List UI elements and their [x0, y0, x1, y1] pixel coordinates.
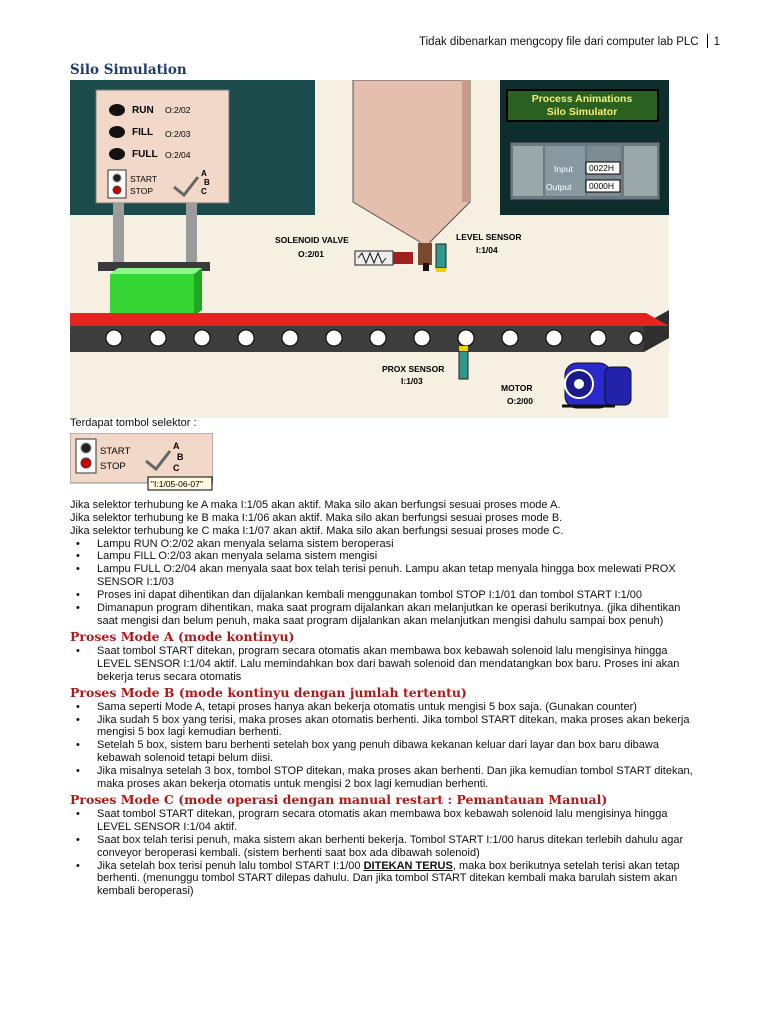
list-item: • Jika misalnya setelah 3 box, tombol STOP ditekan, maka proses akan berhenti. Dan jika kemudian tombol START ditekan, maka proses akan bekerja otomatis untuk mengisi 2 box lagi kemudian berhenti.: [70, 765, 700, 791]
mode-b-heading: Proses Mode B (mode kontinyu dengan jumlah tertentu): [70, 684, 467, 700]
level-sensor-label: LEVEL SENSOR: [456, 232, 522, 242]
selector-c-label: C: [173, 462, 180, 473]
start-label: START: [130, 174, 158, 184]
full-lamp: [109, 148, 125, 160]
title-banner: [507, 90, 658, 121]
panel-leg: [113, 203, 124, 265]
full-label: FULL: [132, 149, 158, 160]
start-button[interactable]: [113, 174, 121, 182]
plc-output-value: 0000H: [589, 181, 615, 191]
selector-intro: Terdapat tombol selektor :: [70, 417, 197, 429]
stop-label: STOP: [130, 186, 153, 196]
run-lamp: [109, 104, 125, 116]
selector-c: C: [201, 187, 207, 196]
conveyor: [70, 310, 669, 352]
plc-rack: [510, 142, 660, 200]
page-number: 1: [713, 36, 720, 48]
list-item: • Dimanapun program dihentikan, maka saat program dijalankan akan melanjutkan ke operasi berikutnya. (jika dihentikan saat mengisi dan belum penuh, maka saat program dijalankan akan melanjutkan mengisi dahulu sampai box penuh): [70, 602, 700, 628]
selector-a: A: [201, 169, 207, 178]
last-text-emphasis: DITEKAN TERUS: [363, 859, 453, 872]
selector-stop-label: STOP: [100, 460, 126, 472]
list-item: • Setelah 5 box, sistem baru berhenti setelah box yang penuh dibawa kekanan keluar dari layar dan box baru dibawa kebawah solenoid tetapi belum diisi.: [70, 739, 700, 765]
list-item: • Jika sudah 5 box yang terisi, maka proses akan otomatis berhenti. Jika tombol START ditekan, maka proses akan bekerja mengisi 5 box lagi kemudian berhenti.: [70, 714, 700, 740]
selector-start-button[interactable]: [81, 443, 91, 453]
last-text-post: , maka box berikutnya setelah terisi akan tetap berhenti. (menunggu tombol START dilepas dahulu. Dan jika tombol START ditekan kembali maka barulah sistem akan kembali beroperasi): [97, 859, 680, 898]
stop-button[interactable]: [113, 186, 121, 194]
selector-line: Jika selektor terhubung ke B maka I:1/06 akan aktif. Maka silo akan berfungsi sesuai proses mode B.: [70, 511, 563, 524]
silo-nozzle: [418, 243, 432, 265]
motor-label: MOTOR: [501, 383, 533, 393]
mode-b-list: [70, 701, 700, 791]
box: [110, 268, 202, 316]
mode-a-list: [70, 645, 700, 684]
run-label: RUN: [132, 105, 154, 116]
prox-sensor-label: PROX SENSOR: [382, 364, 445, 374]
selector-line: Jika selektor terhubung ke C maka I:1/07 akan aktif. Maka silo akan berfungsi sesuai proses mode C.: [70, 524, 564, 537]
plc-output-label: Output: [546, 182, 572, 192]
selector-image: [70, 433, 213, 493]
selector-start-label: START: [100, 445, 131, 457]
mode-c-list: [70, 808, 700, 898]
selector-a-label: A: [173, 440, 180, 451]
fill-label: FILL: [132, 127, 154, 138]
level-sensor-address: I:1/04: [476, 245, 498, 255]
mode-a-heading: Proses Mode A (mode kontinyu): [70, 628, 295, 644]
solenoid-label: SOLENOID VALVE: [275, 235, 349, 245]
document-body: [70, 417, 700, 898]
header-text: Tidak dibenarkan mengcopy file dari computer lab PLC: [419, 36, 699, 48]
list-item: • Saat tombol START ditekan, program secara otomatis akan membawa box kebawah solenoid lalu mengisinya hingga LEVEL SENSOR I:1/04 aktif.: [70, 808, 700, 834]
silo-simulator-image: [70, 80, 669, 418]
list-item: • Lampu FULL O:2/04 akan menyala saat box telah terisi penuh. Lampu akan tetap menyala hingga box melewati PROX SENSOR I:1/03: [70, 563, 700, 589]
motor-address: O:2/00: [507, 396, 533, 406]
run-address: O:2/02: [165, 105, 191, 115]
list-item: • Proses ini dapat dihentikan dan dijalankan kembali menggunakan tombol STOP I:1/01 dan tombol START I:1/00: [70, 589, 700, 602]
selector-b: B: [204, 178, 210, 187]
page-header: [0, 34, 720, 48]
list-item: • Sama seperti Mode A, tetapi proses hanya akan bekerja otomatis untuk mengisi 5 box saja. (Gunakan counter): [70, 701, 700, 714]
general-list: [70, 538, 700, 628]
full-address: O:2/04: [165, 150, 191, 160]
list-item: • Lampu FILL O:2/03 akan menyala selama sistem mengisi: [70, 550, 700, 563]
selector-stop-button[interactable]: [81, 458, 91, 468]
prox-sensor-address: I:1/03: [401, 376, 423, 386]
mode-c-heading: Proses Mode C (mode operasi dengan manual restart : Pemantauan Manual): [70, 791, 608, 807]
banner-line-2: Silo Simulator: [546, 106, 618, 118]
selector-line: Jika selektor terhubung ke A maka I:1/05 akan aktif. Maka silo akan berfungsi sesuai proses mode A.: [70, 498, 561, 511]
solenoid-address: O:2/01: [298, 249, 324, 259]
list-item: [70, 860, 700, 899]
selector-b-label: B: [177, 451, 184, 462]
fill-lamp: [109, 126, 125, 138]
selector-tooltip-text: "I:1/05-06-07": [151, 478, 203, 489]
header-divider: [707, 34, 708, 48]
last-text-pre: Jika setelah box terisi penuh lalu tombol START I:1/00: [97, 859, 364, 872]
panel-leg: [186, 203, 197, 265]
list-item: • Lampu RUN O:2/02 akan menyala selama sistem beroperasi: [70, 538, 700, 551]
plc-input-label: Input: [554, 164, 573, 174]
list-item: • Saat box telah terisi penuh, maka sistem akan berhenti bekerja. Tombol START I:1/00 harus ditekan terlebih dahulu agar conveyor beroperasi kembali. (sistem berhenti saat box ada dibawah solenoid): [70, 834, 700, 860]
section-title: Silo Simulation: [70, 62, 187, 78]
plc-input-value: 0022H: [589, 163, 615, 173]
banner-line-1: Process Animations: [531, 93, 633, 105]
fill-address: O:2/03: [165, 129, 191, 139]
list-item: • Saat tombol START ditekan, program secara otomatis akan membawa box kebawah solenoid lalu mengisinya hingga LEVEL SENSOR I:1/04 aktif. Lalu memindahkan box dari bawah solenoid dan mendatangkan box baru. Proses ini akan bekerja terus secara otomatis: [70, 645, 700, 684]
